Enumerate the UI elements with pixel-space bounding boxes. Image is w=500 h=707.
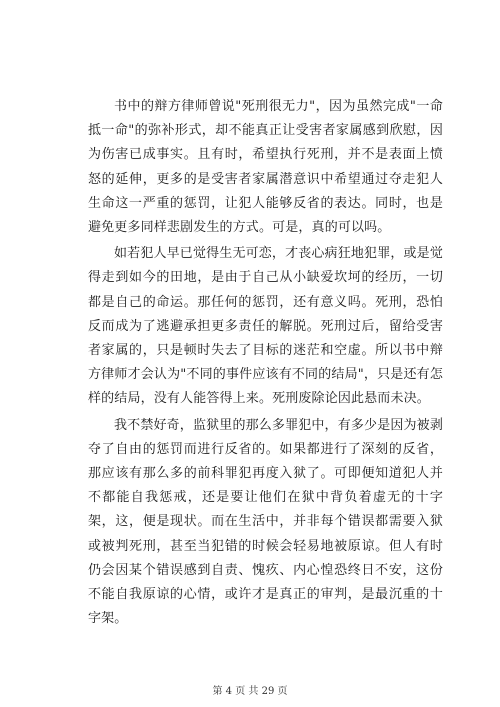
paragraph-1: 书中的辩方律师曾说"死刑很无力"，因为虽然完成"一命抵一命"的弥补形式，却不能真正让受害者家属感到欣慰，因为伤害已成事实。且有时，希望执行死刑，并不是表面上愤怒的延伸，更多的是受害者家属潜意识中希望通过夺走犯人生命这一严重的惩罚，让犯人能够反省的表达。同时，也是避免更多同样悲剧发生的方式。可是，真的可以吗。 (88, 99, 443, 236)
page-number-footer: 第 4 页 共 29 页 (212, 686, 288, 697)
paragraph-3: 我不禁好奇，监狱里的那么多罪犯中，有多少是因为被剥夺了自由的惩罚而进行反省的。如果都进行了深刻的反省，那应该有那么多的前科罪犯再度入狱了。可即便知道犯人并不都能自我惩戒，还是要让他们在狱中背负着虚无的十字架，这，便是现状。而在生活中，并非每个错误都需要入狱或被判死刑，甚至当犯错的时候会轻易地被原谅。但人有时仍会因某个错误感到自责、愧疚、内心惶恐终日不安，这份不能自我原谅的心情，或许才是真正的审判，是最沉重的十字架。 (88, 417, 443, 627)
paragraph-2: 如若犯人早已觉得生无可恋，才丧心病狂地犯罪，或是觉得走到如今的田地，是由于自己从小缺爱坎坷的经历，一切都是自己的命运。那任何的惩罚，还有意义吗。死刑，恐怕反而成为了逃避承担更多责任的解脱。死刑过后，留给受害者家属的，只是顿时失去了目标的迷茫和空虚。所以书中辩方律师才会认为"不同的事件应该有不同的结局"，只是还有怎样的结局，没有人能答得上来。死刑废除论因此悬而未决。 (88, 246, 443, 407)
document-body (88, 95, 443, 633)
